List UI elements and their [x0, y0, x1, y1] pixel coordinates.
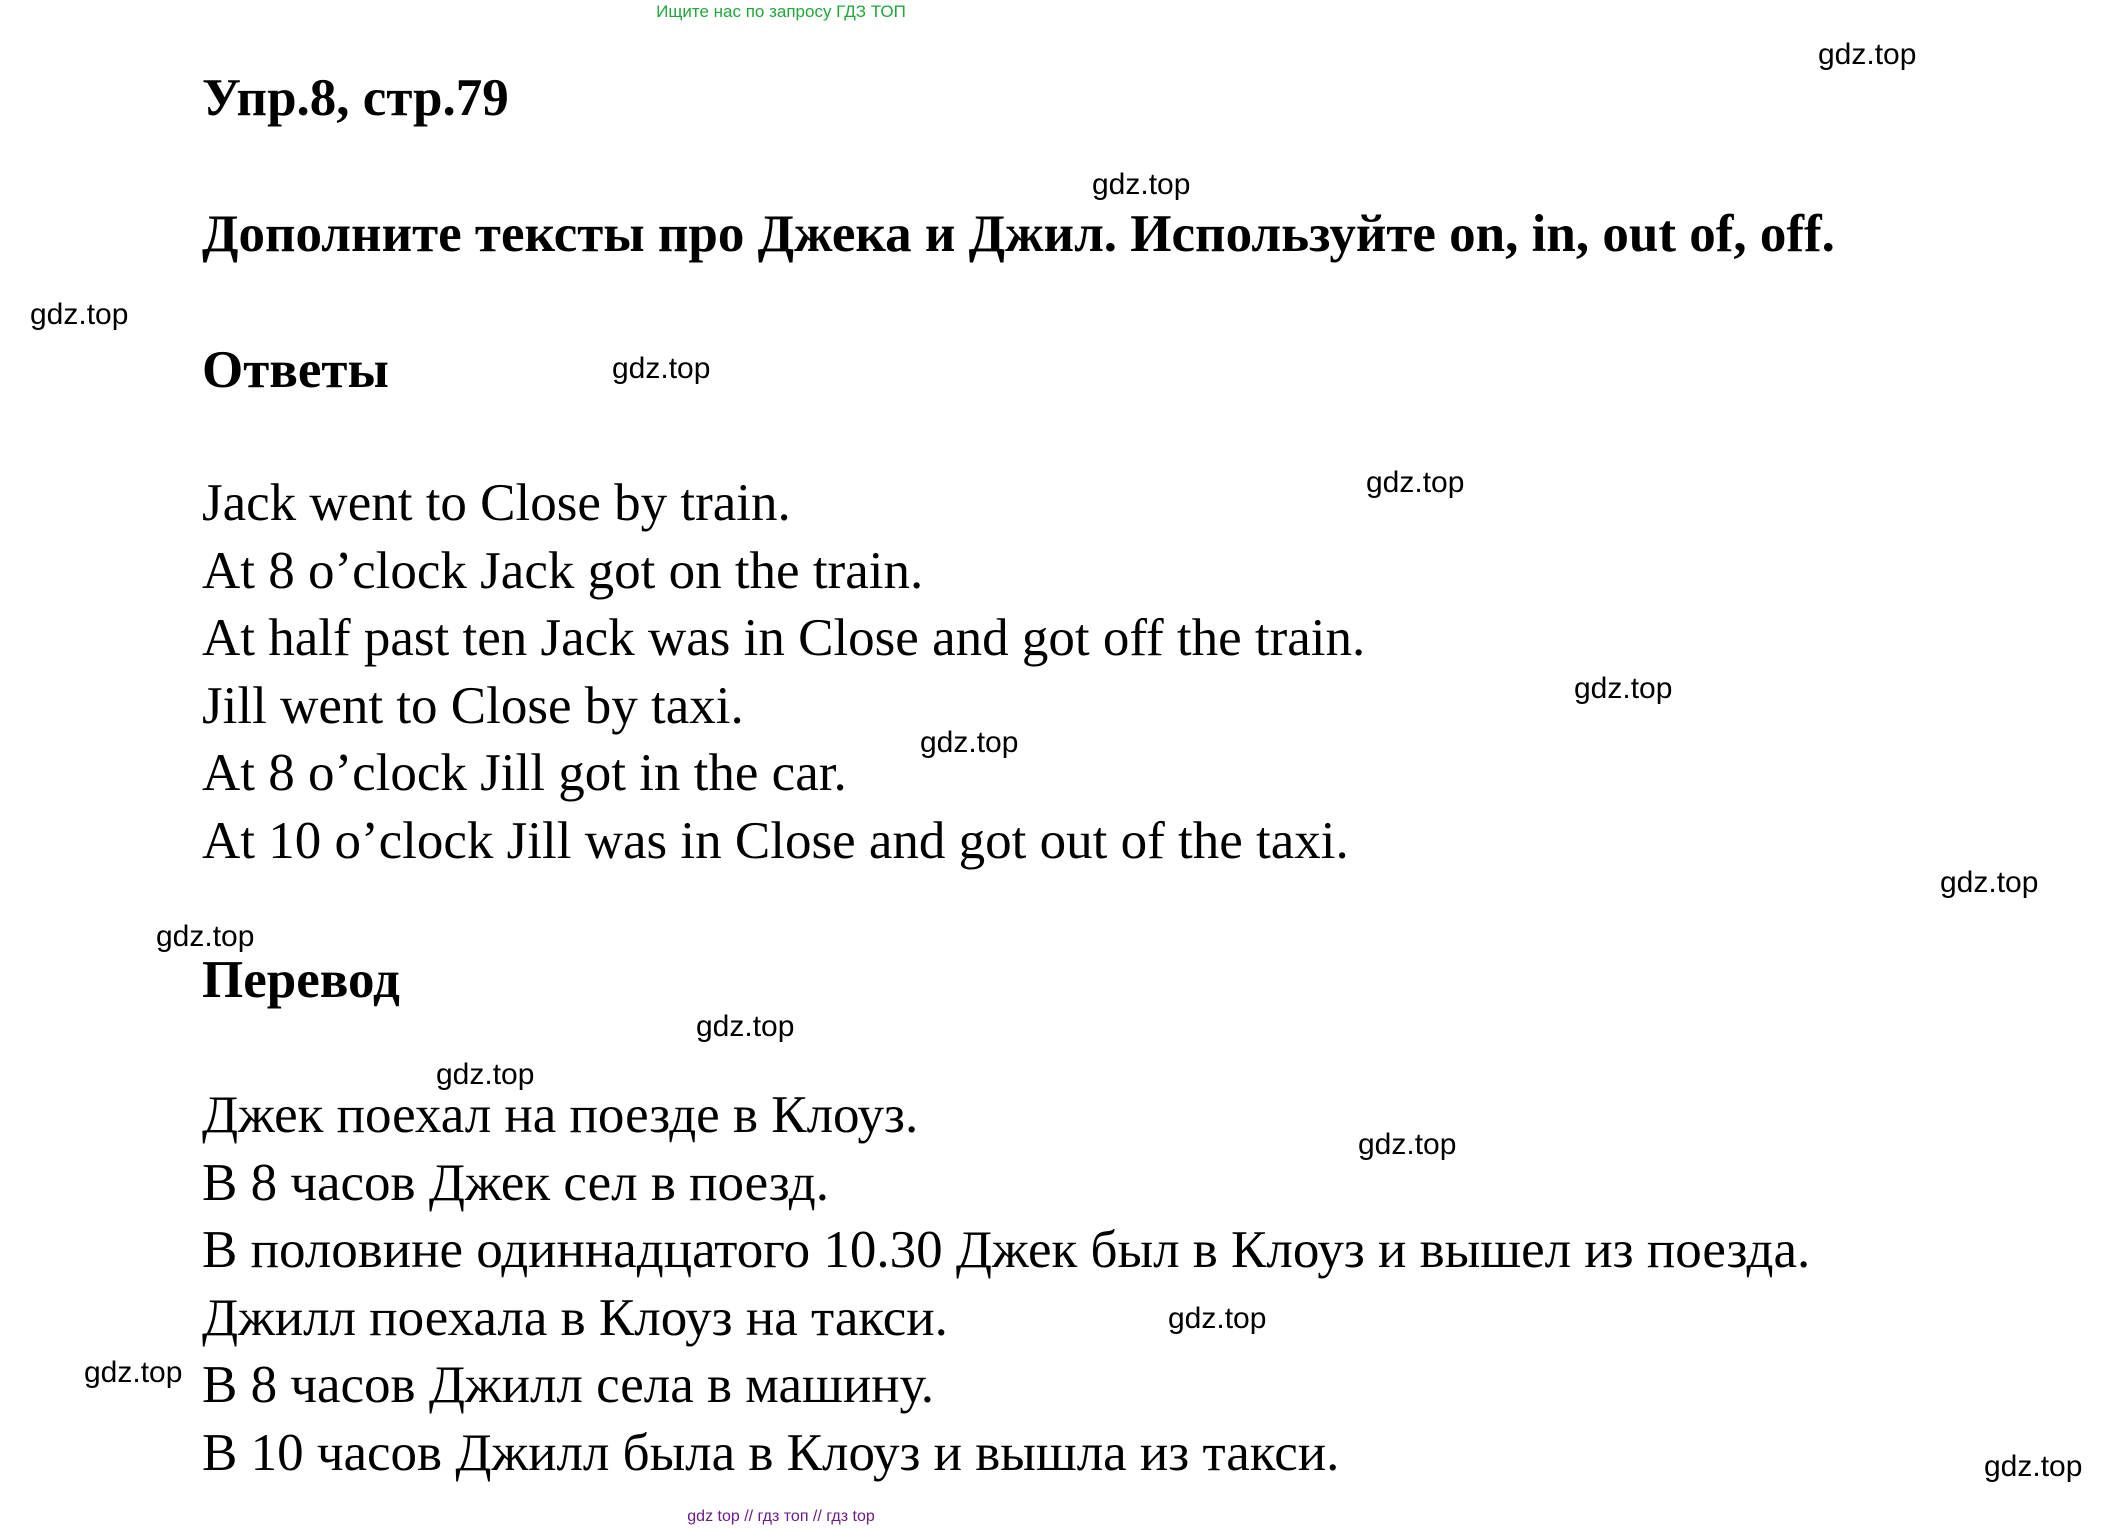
translation-line: Джек поехал на поезде в Клоуз.	[202, 1086, 919, 1144]
watermark: gdz.top	[1168, 1302, 1267, 1335]
answer-line: Jill went to Close by taxi.	[202, 676, 744, 735]
page-title: Упр.8, стр.79	[202, 69, 509, 127]
watermark: gdz.top	[156, 920, 255, 953]
watermark: gdz.top	[1940, 866, 2039, 899]
watermark: gdz.top	[30, 298, 129, 331]
answers-list	[202, 470, 1365, 875]
translation-heading: Перевод	[202, 951, 400, 1009]
translation-line: В 8 часов Джилл села в машину.	[202, 1356, 934, 1414]
translation-line: В половине одиннадцатого 10.30 Джек был в Клоуз и вышел из поезда.	[202, 1221, 1811, 1279]
answer-line: Jack went to Close by train.	[202, 474, 791, 532]
watermark: gdz.top	[1984, 1450, 2083, 1483]
translation-line: Джилл поехала в Клоуз на такси.	[202, 1288, 948, 1347]
watermark: gdz.top	[1574, 672, 1673, 705]
watermark: gdz.top	[1092, 168, 1191, 201]
translation-line: В 8 часов Джек сел в поезд.	[202, 1153, 829, 1212]
translation-list	[202, 1082, 1810, 1487]
exercise-instruction: Дополните тексты про Джека и Джил. Используйте on, in, out of, off.	[202, 205, 1835, 263]
answer-line: At half past ten Jack was in Close and got off the train.	[202, 609, 1366, 667]
watermark: gdz.top	[1818, 38, 1917, 71]
answers-heading: Ответы	[202, 341, 389, 399]
watermark: gdz.top	[612, 352, 711, 385]
watermark: gdz.top	[1366, 466, 1465, 499]
answer-line: At 8 o’clock Jack got on the train.	[202, 541, 924, 600]
watermark: gdz.top	[1358, 1128, 1457, 1161]
translation-line: В 10 часов Джилл была в Клоуз и вышла из такси.	[202, 1423, 1340, 1482]
top-notice: Ищите нас по запросу ГДЗ ТОП	[656, 2, 906, 21]
watermark: gdz.top	[696, 1010, 795, 1043]
answer-line: At 8 o’clock Jill got in the car.	[202, 744, 847, 802]
footer-links: gdz top // гдз топ // гдз top	[687, 1508, 875, 1525]
watermark: gdz.top	[84, 1356, 183, 1389]
watermark: gdz.top	[436, 1058, 535, 1091]
answer-line: At 10 o’clock Jill was in Close and got out of the taxi.	[202, 811, 1349, 870]
watermark: gdz.top	[920, 726, 1019, 759]
